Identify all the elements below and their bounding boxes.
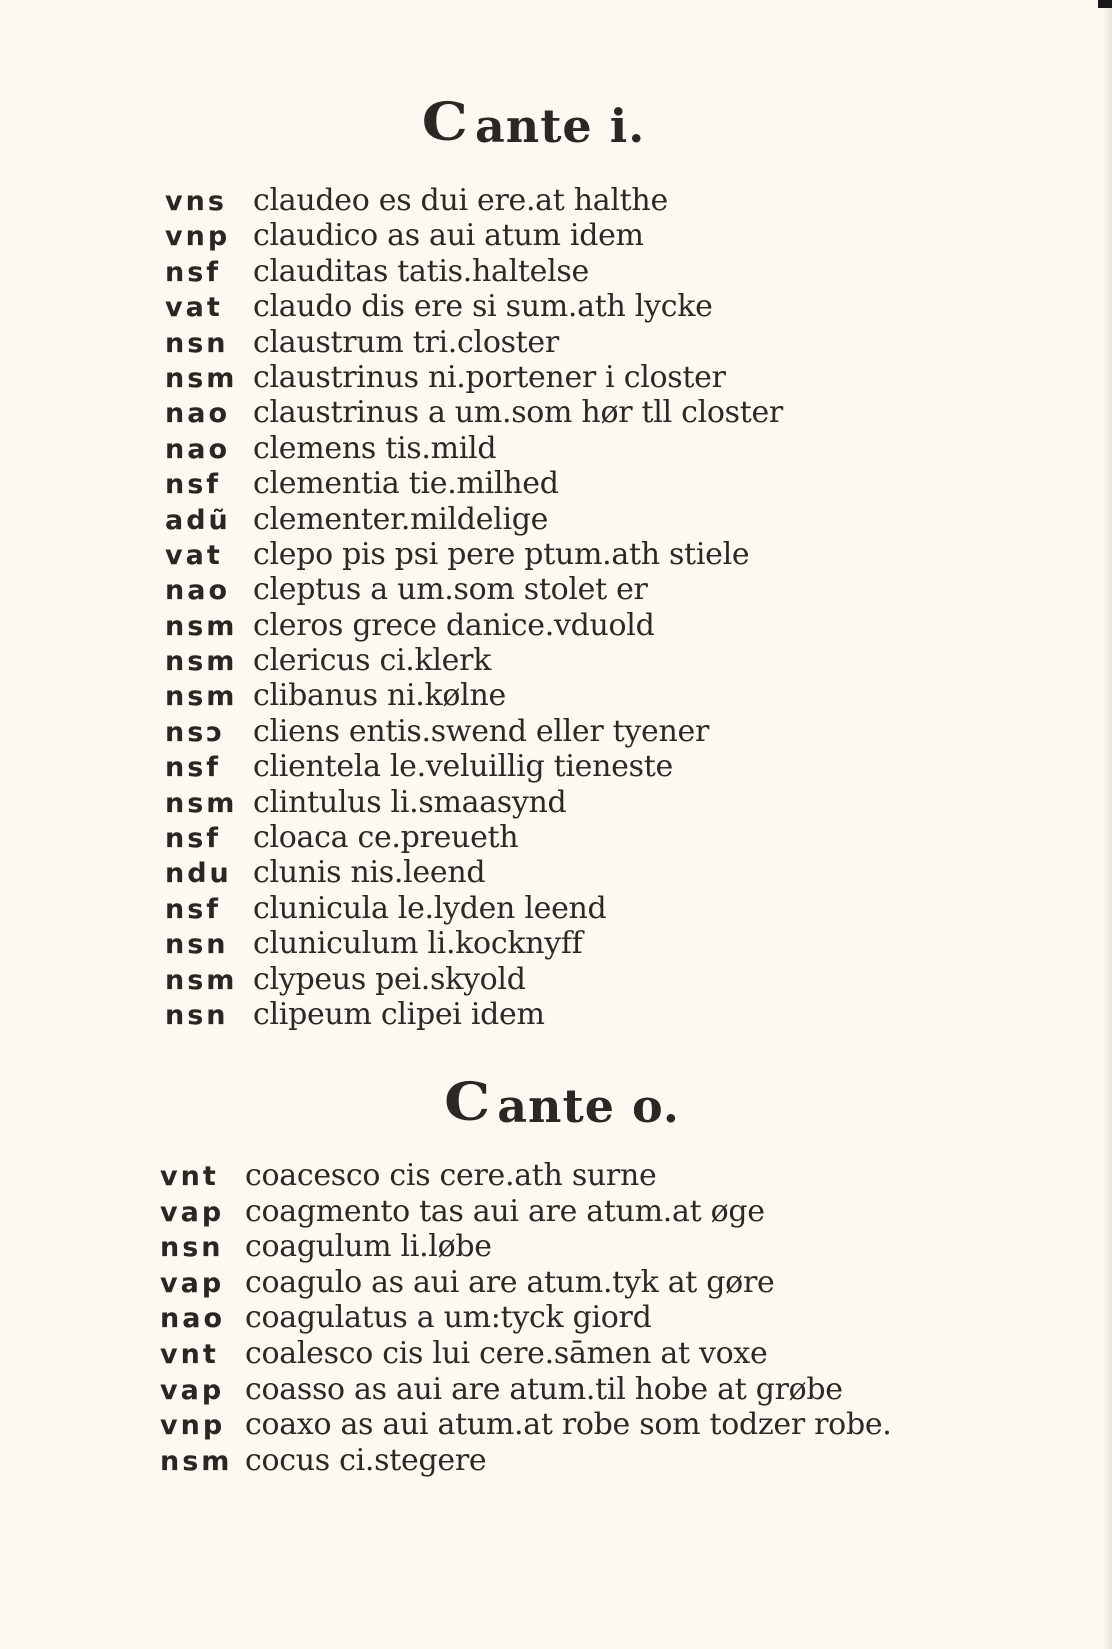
latin-term: clunis nis.leend bbox=[253, 855, 486, 891]
latin-term: coagulum li.løbe bbox=[245, 1229, 492, 1265]
list-item bbox=[165, 785, 783, 820]
grammar-code: vnp bbox=[160, 1410, 226, 1442]
list-item bbox=[160, 1265, 892, 1301]
grammar-code: nsn bbox=[165, 327, 229, 359]
list-item bbox=[165, 643, 783, 678]
entry-list-cante-i bbox=[165, 183, 783, 1032]
list-item bbox=[165, 537, 783, 572]
latin-term: coacesco cis cere.ath surne bbox=[245, 1158, 657, 1193]
latin-term: claudo dis ere si sum.ath lycke bbox=[253, 289, 713, 325]
latin-term: cleros grece danice.vduold bbox=[253, 607, 655, 643]
heading-initial: C bbox=[421, 91, 469, 153]
latin-term: clericus ci.klerk bbox=[253, 643, 492, 679]
list-item bbox=[160, 1336, 892, 1372]
latin-term: clunicula le.lyden leend bbox=[253, 890, 607, 926]
list-item bbox=[165, 431, 783, 466]
list-item bbox=[165, 997, 783, 1032]
latin-term: claustrum tri.closter bbox=[253, 324, 559, 360]
latin-term: coaxo as aui atum.at robe som todzer robe. bbox=[245, 1407, 892, 1443]
latin-term: coagulatus a um:tyck giord bbox=[245, 1300, 652, 1336]
latin-term: clypeus pei.skyold bbox=[253, 961, 526, 997]
grammar-code: nsm bbox=[165, 681, 238, 713]
latin-term: clemens tis.mild bbox=[253, 430, 497, 466]
list-item bbox=[165, 962, 783, 997]
grammar-code: nsm bbox=[165, 362, 238, 394]
latin-term: clauditas tatis.haltelse bbox=[253, 253, 589, 289]
list-item bbox=[160, 1158, 892, 1194]
grammar-code: vnt bbox=[160, 1338, 219, 1370]
grammar-code: vap bbox=[160, 1374, 225, 1406]
list-item bbox=[165, 183, 783, 218]
grammar-code: nsn bbox=[160, 1232, 224, 1264]
heading-text: ante o. bbox=[497, 1079, 680, 1133]
latin-term: claustrinus a um.som hør tll closter bbox=[253, 395, 783, 431]
list-item bbox=[165, 926, 783, 961]
latin-term: cliens entis.swend eller tyener bbox=[253, 713, 709, 749]
grammar-code: adũ bbox=[165, 504, 231, 536]
latin-term: claustrinus ni.portener i closter bbox=[253, 359, 726, 395]
list-item bbox=[165, 714, 783, 749]
list-item bbox=[165, 678, 783, 713]
grammar-code: nsf bbox=[165, 823, 222, 855]
list-item bbox=[165, 395, 783, 430]
list-item bbox=[165, 855, 783, 890]
list-item bbox=[165, 502, 783, 537]
section-heading-cante-o bbox=[0, 1068, 1112, 1136]
grammar-code: ndu bbox=[165, 858, 232, 890]
grammar-code: vnp bbox=[165, 221, 231, 253]
latin-term: cleptus a um.som stolet er bbox=[253, 572, 648, 608]
grammar-code: nsf bbox=[165, 893, 222, 925]
grammar-code: vat bbox=[165, 292, 223, 324]
list-item bbox=[160, 1372, 892, 1408]
latin-term: coalesco cis lui cere.sāmen at voxe bbox=[245, 1335, 768, 1371]
grammar-code: vns bbox=[165, 186, 227, 217]
heading-text: ante i. bbox=[474, 99, 646, 153]
latin-term: cocus ci.stegere bbox=[245, 1442, 487, 1478]
grammar-code: nsf bbox=[165, 256, 222, 288]
grammar-code: nao bbox=[165, 433, 230, 465]
list-item bbox=[165, 749, 783, 784]
list-item bbox=[165, 218, 783, 253]
list-item bbox=[160, 1229, 892, 1265]
latin-term: claudico as aui atum idem bbox=[253, 218, 644, 254]
latin-term: coagmento tas aui are atum.at øge bbox=[245, 1193, 765, 1229]
list-item bbox=[165, 891, 783, 926]
list-item bbox=[165, 820, 783, 855]
latin-term: claudeo es dui ere.at halthe bbox=[253, 183, 668, 218]
grammar-code: nao bbox=[165, 398, 230, 430]
entry-list-cante-o bbox=[160, 1158, 892, 1478]
list-item bbox=[160, 1407, 892, 1443]
latin-term: clepo pis psi pere ptum.ath stiele bbox=[253, 536, 750, 572]
latin-term: coasso as aui are atum.til hobe at grøbe bbox=[245, 1371, 843, 1407]
grammar-code: nsm bbox=[165, 787, 238, 819]
grammar-code: nao bbox=[165, 575, 230, 607]
grammar-code: nsm bbox=[165, 646, 238, 678]
latin-term: clementer.mildelige bbox=[253, 501, 549, 537]
list-item bbox=[160, 1194, 892, 1230]
list-item bbox=[165, 325, 783, 360]
latin-term: clintulus li.smaasynd bbox=[253, 784, 567, 820]
grammar-code: nsf bbox=[165, 752, 222, 784]
latin-term: clipeum clipei idem bbox=[253, 996, 545, 1032]
grammar-code: nsn bbox=[165, 999, 229, 1031]
grammar-code: vap bbox=[160, 1267, 225, 1299]
list-item bbox=[160, 1443, 892, 1479]
list-item bbox=[165, 360, 783, 395]
latin-term: clientela le.veluillig tieneste bbox=[253, 749, 673, 785]
list-item bbox=[165, 466, 783, 501]
latin-term: coagulo as aui are atum.tyk at gøre bbox=[245, 1264, 775, 1300]
grammar-code: nsↄ bbox=[165, 716, 226, 748]
latin-term: clementia tie.milhed bbox=[253, 466, 559, 502]
grammar-code: nao bbox=[160, 1303, 225, 1335]
list-item bbox=[165, 572, 783, 607]
grammar-code: nsm bbox=[160, 1445, 233, 1477]
heading-initial: C bbox=[444, 1071, 492, 1133]
list-item bbox=[165, 608, 783, 643]
grammar-code: nsm bbox=[165, 610, 238, 642]
grammar-code: vat bbox=[165, 539, 223, 571]
latin-term: cloaca ce.preueth bbox=[253, 820, 519, 856]
grammar-code: vnt bbox=[160, 1161, 219, 1192]
list-item bbox=[160, 1300, 892, 1336]
grammar-code: vap bbox=[160, 1196, 225, 1228]
grammar-code: nsn bbox=[165, 929, 229, 961]
grammar-code: nsm bbox=[165, 964, 238, 996]
latin-term: clibanus ni.kølne bbox=[253, 678, 506, 714]
grammar-code: nsf bbox=[165, 469, 222, 501]
latin-term: cluniculum li.kocknyff bbox=[253, 926, 583, 962]
section-heading-cante-i bbox=[0, 88, 1112, 156]
list-item bbox=[165, 254, 783, 289]
list-item bbox=[165, 289, 783, 324]
